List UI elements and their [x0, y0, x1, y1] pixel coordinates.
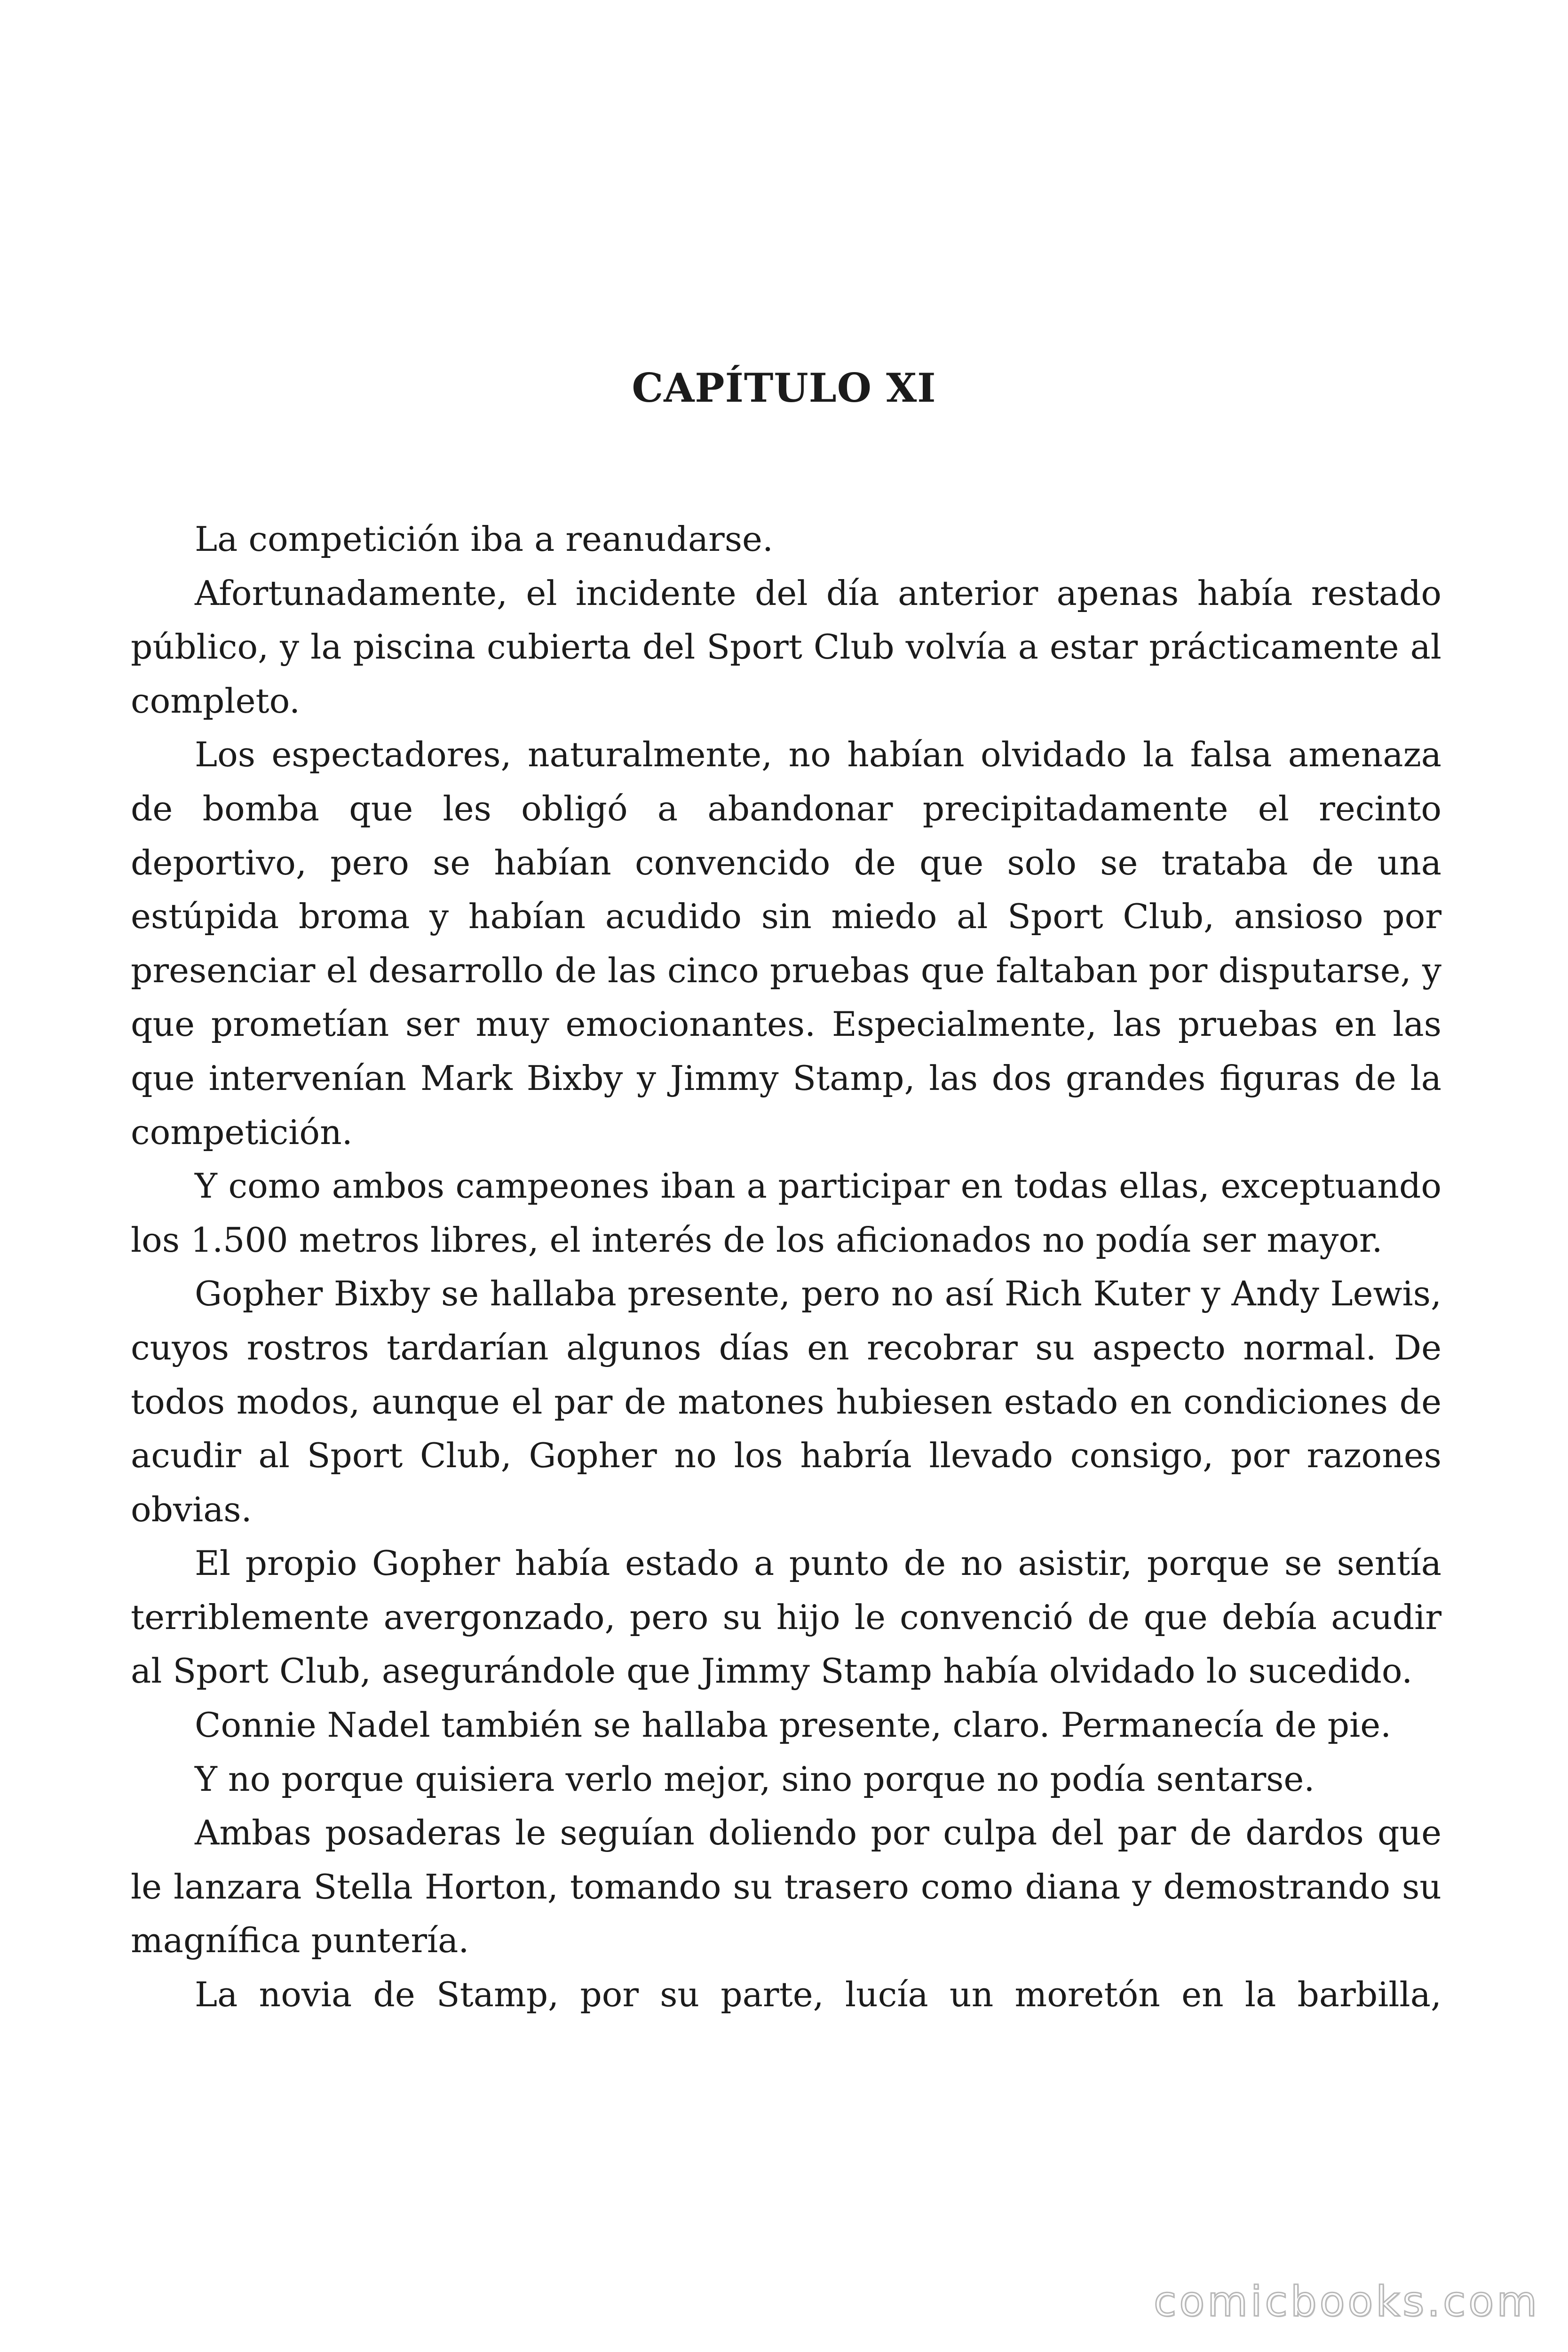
- paragraph: Gopher Bixby se hallaba presente, pero no así Rich Kuter y Andy Lewis, cuyos rostros tardarían algunos días en recobrar su aspecto normal. De todos modos, aunque el par de matones hubiesen estado en condiciones de acudir al Sport Club, Gopher no los habría llevado consigo, por razones obvias.: [131, 1274, 1441, 1530]
- paragraph: Afortunadamente, el incidente del día anterior apenas había restado público, y la piscina cubierta del Sport Club volvía a estar prácticamente al completo.: [131, 573, 1441, 721]
- paragraph: Ambas posaderas le seguían doliendo por culpa del par de dardos que le lanzara Stella Horton, tomando su trasero como diana y demostrando su magnífica puntería.: [131, 1813, 1441, 1961]
- paragraph: El propio Gopher había estado a punto de no asistir, porque se sentía terriblemente avergonzado, pero su hijo le convenció de que debía acudir al Sport Club, asegurándole que Jimmy Stamp había olvidado lo sucedido.: [131, 1544, 1441, 1692]
- paragraph: Connie Nadel también se hallaba presente, claro. Permanecía de pie.: [195, 1706, 1392, 1746]
- paragraph: La competición iba a reanudarse.: [195, 520, 773, 559]
- paragraph: Y no porque quisiera verlo mejor, sino porque no podía sentarse.: [195, 1759, 1315, 1799]
- chapter-title: CAPÍTULO XI: [632, 365, 936, 411]
- paragraph: Los espectadores, naturalmente, no habían olvidado la falsa amenaza de bomba que les obligó a abandonar precipitadamente el recinto deportivo, pero se habían convencido de que solo se trataba de una estúpida broma y habían acudido sin miedo al Sport Club, ansioso por presenciar el desarrollo de las cinco pruebas que faltaban por disputarse, y que prometían ser muy emocionantes. Especialmente, las pruebas en las que intervenían Mark Bixby y Jimmy Stamp, las dos grandes figuras de la competición.: [131, 735, 1441, 1152]
- chapter-body: [131, 513, 1441, 2022]
- paragraph: Y como ambos campeones iban a participar en todas ellas, exceptuando los 1.500 metros libres, el interés de los aficionados no podía ser mayor.: [131, 1167, 1441, 1260]
- watermark: comicbooks.com: [1153, 2277, 1540, 2326]
- paragraph-last: La novia de Stamp, por su parte, lucía un moretón en la barbilla,: [195, 1975, 1441, 2015]
